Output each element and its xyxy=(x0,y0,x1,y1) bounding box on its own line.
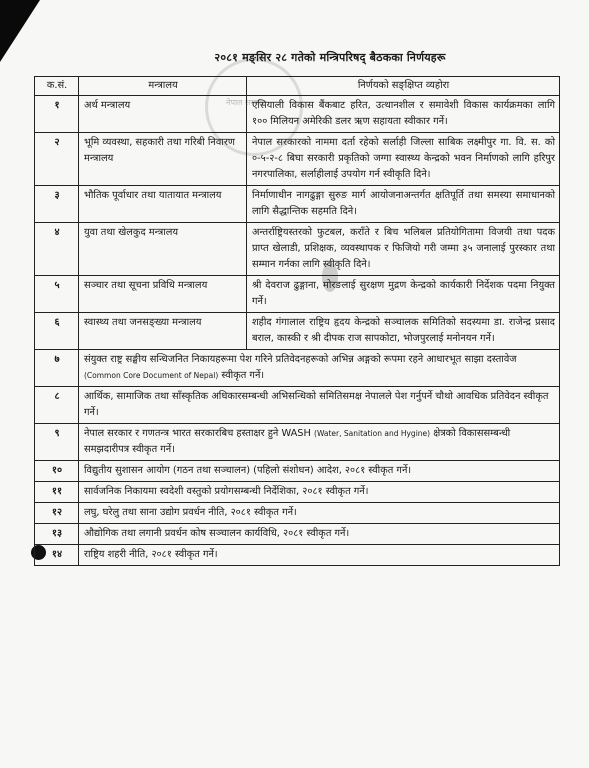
row-ministry: युवा तथा खेलकुद मन्त्रालय xyxy=(79,223,247,276)
row-decision: अन्तर्राष्ट्रियस्तरको फुटबल, कराँते र बिच भलिबल प्रतियोगितामा विजयी तथा पदक प्राप्त खेलाडी, प्रशिक्षक, व्यवस्थापक र फिजियो गरी जम्मा ३५ जनालाई पुरस्कार तथा सम्मान गर्नका लागि स्वीकृति दिने। xyxy=(247,223,560,276)
table-row xyxy=(35,96,560,133)
header-ministry: मन्त्रालय xyxy=(79,77,247,96)
row-number: २ xyxy=(35,133,79,186)
row-decision xyxy=(79,545,560,566)
decision-text: औद्योगिक तथा लगानी प्रवर्धन कोष सञ्चालन कार्यविधि, २०८१ स्वीकृत गर्ने। xyxy=(84,528,350,539)
table-row xyxy=(35,186,560,223)
decision-text: नेपाल सरकार र गणतन्त्र भारत सरकारबिच हस्ताक्षर हुने WASH xyxy=(84,428,311,439)
decision-text: राष्ट्रिय शहरी नीति, २०८१ स्वीकृत गर्ने। xyxy=(84,549,218,560)
table-header-row xyxy=(35,77,560,96)
row-number: १३ xyxy=(35,524,79,545)
table-row-merged xyxy=(35,545,560,566)
row-number: १४ xyxy=(35,545,79,566)
row-number: ५ xyxy=(35,276,79,313)
table-row xyxy=(35,313,560,350)
decision-text: विद्युतीय सुशासन आयोग (गठन तथा सञ्चालन) (पहिलो संशोधन) आदेश, २०८१ स्वीकृत गर्ने। xyxy=(84,465,412,476)
row-decision xyxy=(79,524,560,545)
document-title: २०८१ मङ्सिर २८ गतेको मन्त्रिपरिषद् बैठकका निर्णयहरू xyxy=(214,51,446,64)
row-decision xyxy=(79,461,560,482)
row-number: १२ xyxy=(35,503,79,524)
decision-text: लघु, घरेलु तथा साना उद्योग प्रवर्धन नीति, २०८१ स्वीकृत गर्ने। xyxy=(84,507,297,518)
table-row-merged xyxy=(35,350,560,387)
row-ministry: स्वास्थ्य तथा जनसङ्ख्या मन्त्रालय xyxy=(79,313,247,350)
row-decision: श्री देवराज ढुङ्गाना, मोरङलाई सुरक्षण मुद्रण केन्द्रको कार्यकारी निर्देशक पदमा नियुक्त गर्ने। xyxy=(247,276,560,313)
row-number: ६ xyxy=(35,313,79,350)
row-decision: शहीद गंगालाल राष्ट्रिय हृदय केन्द्रको सञ्चालक समितिको सदस्यमा डा. राजेन्द्र प्रसाद बराल, कास्की र श्री दीपक राज सापकोटा, भोजपुरलाई मनोनयन गर्ने। xyxy=(247,313,560,350)
row-decision xyxy=(79,424,560,461)
decision-text: संयुक्त राष्ट्र सङ्घीय सन्धिजनित निकायहरूमा पेश गरिने प्रतिवेदनहरूको अभिन्न अङ्गको रूपमा रहने आधारभूत साझा दस्तावेज xyxy=(84,354,517,365)
row-decision: नेपाल सरकारको नाममा दर्ता रहेको सर्लाही जिल्ला साबिक लक्ष्मीपुर गा. वि. स. को ०-५-२-८ बिघा सरकारी प्रकृतिको जग्गा स्वास्थ्य केन्द्रको भवन निर्माणको लागि हरिपुर नगरपालिका, सर्लाहीलाई उपयोग गर्न स्वीकृति दिने। xyxy=(247,133,560,186)
row-ministry: सञ्चार तथा सूचना प्रविधि मन्त्रालय xyxy=(79,276,247,313)
table-row xyxy=(35,223,560,276)
table-row-merged xyxy=(35,461,560,482)
decision-text: सार्वजनिक निकायमा स्वदेशी वस्तुको प्रयोगसम्बन्धी निर्देशिका, २०८१ स्वीकृत गर्ने। xyxy=(84,486,369,497)
table-row-merged xyxy=(35,482,560,503)
table-row-merged xyxy=(35,424,560,461)
table-row xyxy=(35,276,560,313)
decision-text-end: क्षेत्रको विकाससम्बन्धी समझदारीपत्र स्वीकृत गर्ने। xyxy=(84,428,511,455)
row-decision xyxy=(79,387,560,424)
row-ministry: अर्थ मन्त्रालय xyxy=(79,96,247,133)
row-decision xyxy=(79,350,560,387)
row-number: ७ xyxy=(35,350,79,387)
header-number: क.सं. xyxy=(35,77,79,96)
table-row-merged xyxy=(35,387,560,424)
header-decision: निर्णयको सङ्क्षिप्त व्यहोरा xyxy=(247,77,560,96)
decision-text-end: स्वीकृत गर्ने। xyxy=(221,370,265,381)
row-number: ४ xyxy=(35,223,79,276)
row-number: ८ xyxy=(35,387,79,424)
row-number: ११ xyxy=(35,482,79,503)
row-number: ९ xyxy=(35,424,79,461)
row-ministry: भूमि व्यवस्था, सहकारी तथा गरिबी निवारण मन्त्रालय xyxy=(79,133,247,186)
scan-corner-shadow xyxy=(0,0,40,62)
stamp-text: नेपाल सरकार xyxy=(226,98,266,107)
row-decision: निर्माणाधीन नागढुङ्गा सुरुङ मार्ग आयोजनाअन्तर्गत क्षतिपूर्ति तथा समस्या समाधानको लागि सैद्धान्तिक सहमति दिने। xyxy=(247,186,560,223)
table-row-merged xyxy=(35,524,560,545)
row-number: १० xyxy=(35,461,79,482)
row-decision xyxy=(79,482,560,503)
english-term: (Common Core Document of Nepal) xyxy=(84,371,219,380)
decisions-table xyxy=(34,76,560,566)
row-number: १ xyxy=(35,96,79,133)
row-decision: एसियाली विकास बैंकबाट हरित, उत्थानशील र समावेशी विकास कार्यक्रमका लागि १०० मिलियन अमेरिकी डलर ऋण सहायता स्वीकार गर्ने। xyxy=(247,96,560,133)
english-term: (Water, Sanitation and Hygine) xyxy=(314,429,431,438)
row-ministry: भौतिक पूर्वाधार तथा यातायात मन्त्रालय xyxy=(79,186,247,223)
table-row-merged xyxy=(35,503,560,524)
decision-text: आर्थिक, सामाजिक तथा साँस्कृतिक अधिकारसम्बन्धी अभिसन्धिको समितिसमक्ष नेपालले पेश गर्नुपर्ने चौथो आवधिक प्रतिवेदन स्वीकृत गर्ने। xyxy=(84,391,549,418)
row-number: ३ xyxy=(35,186,79,223)
table-row xyxy=(35,133,560,186)
row-decision xyxy=(79,503,560,524)
